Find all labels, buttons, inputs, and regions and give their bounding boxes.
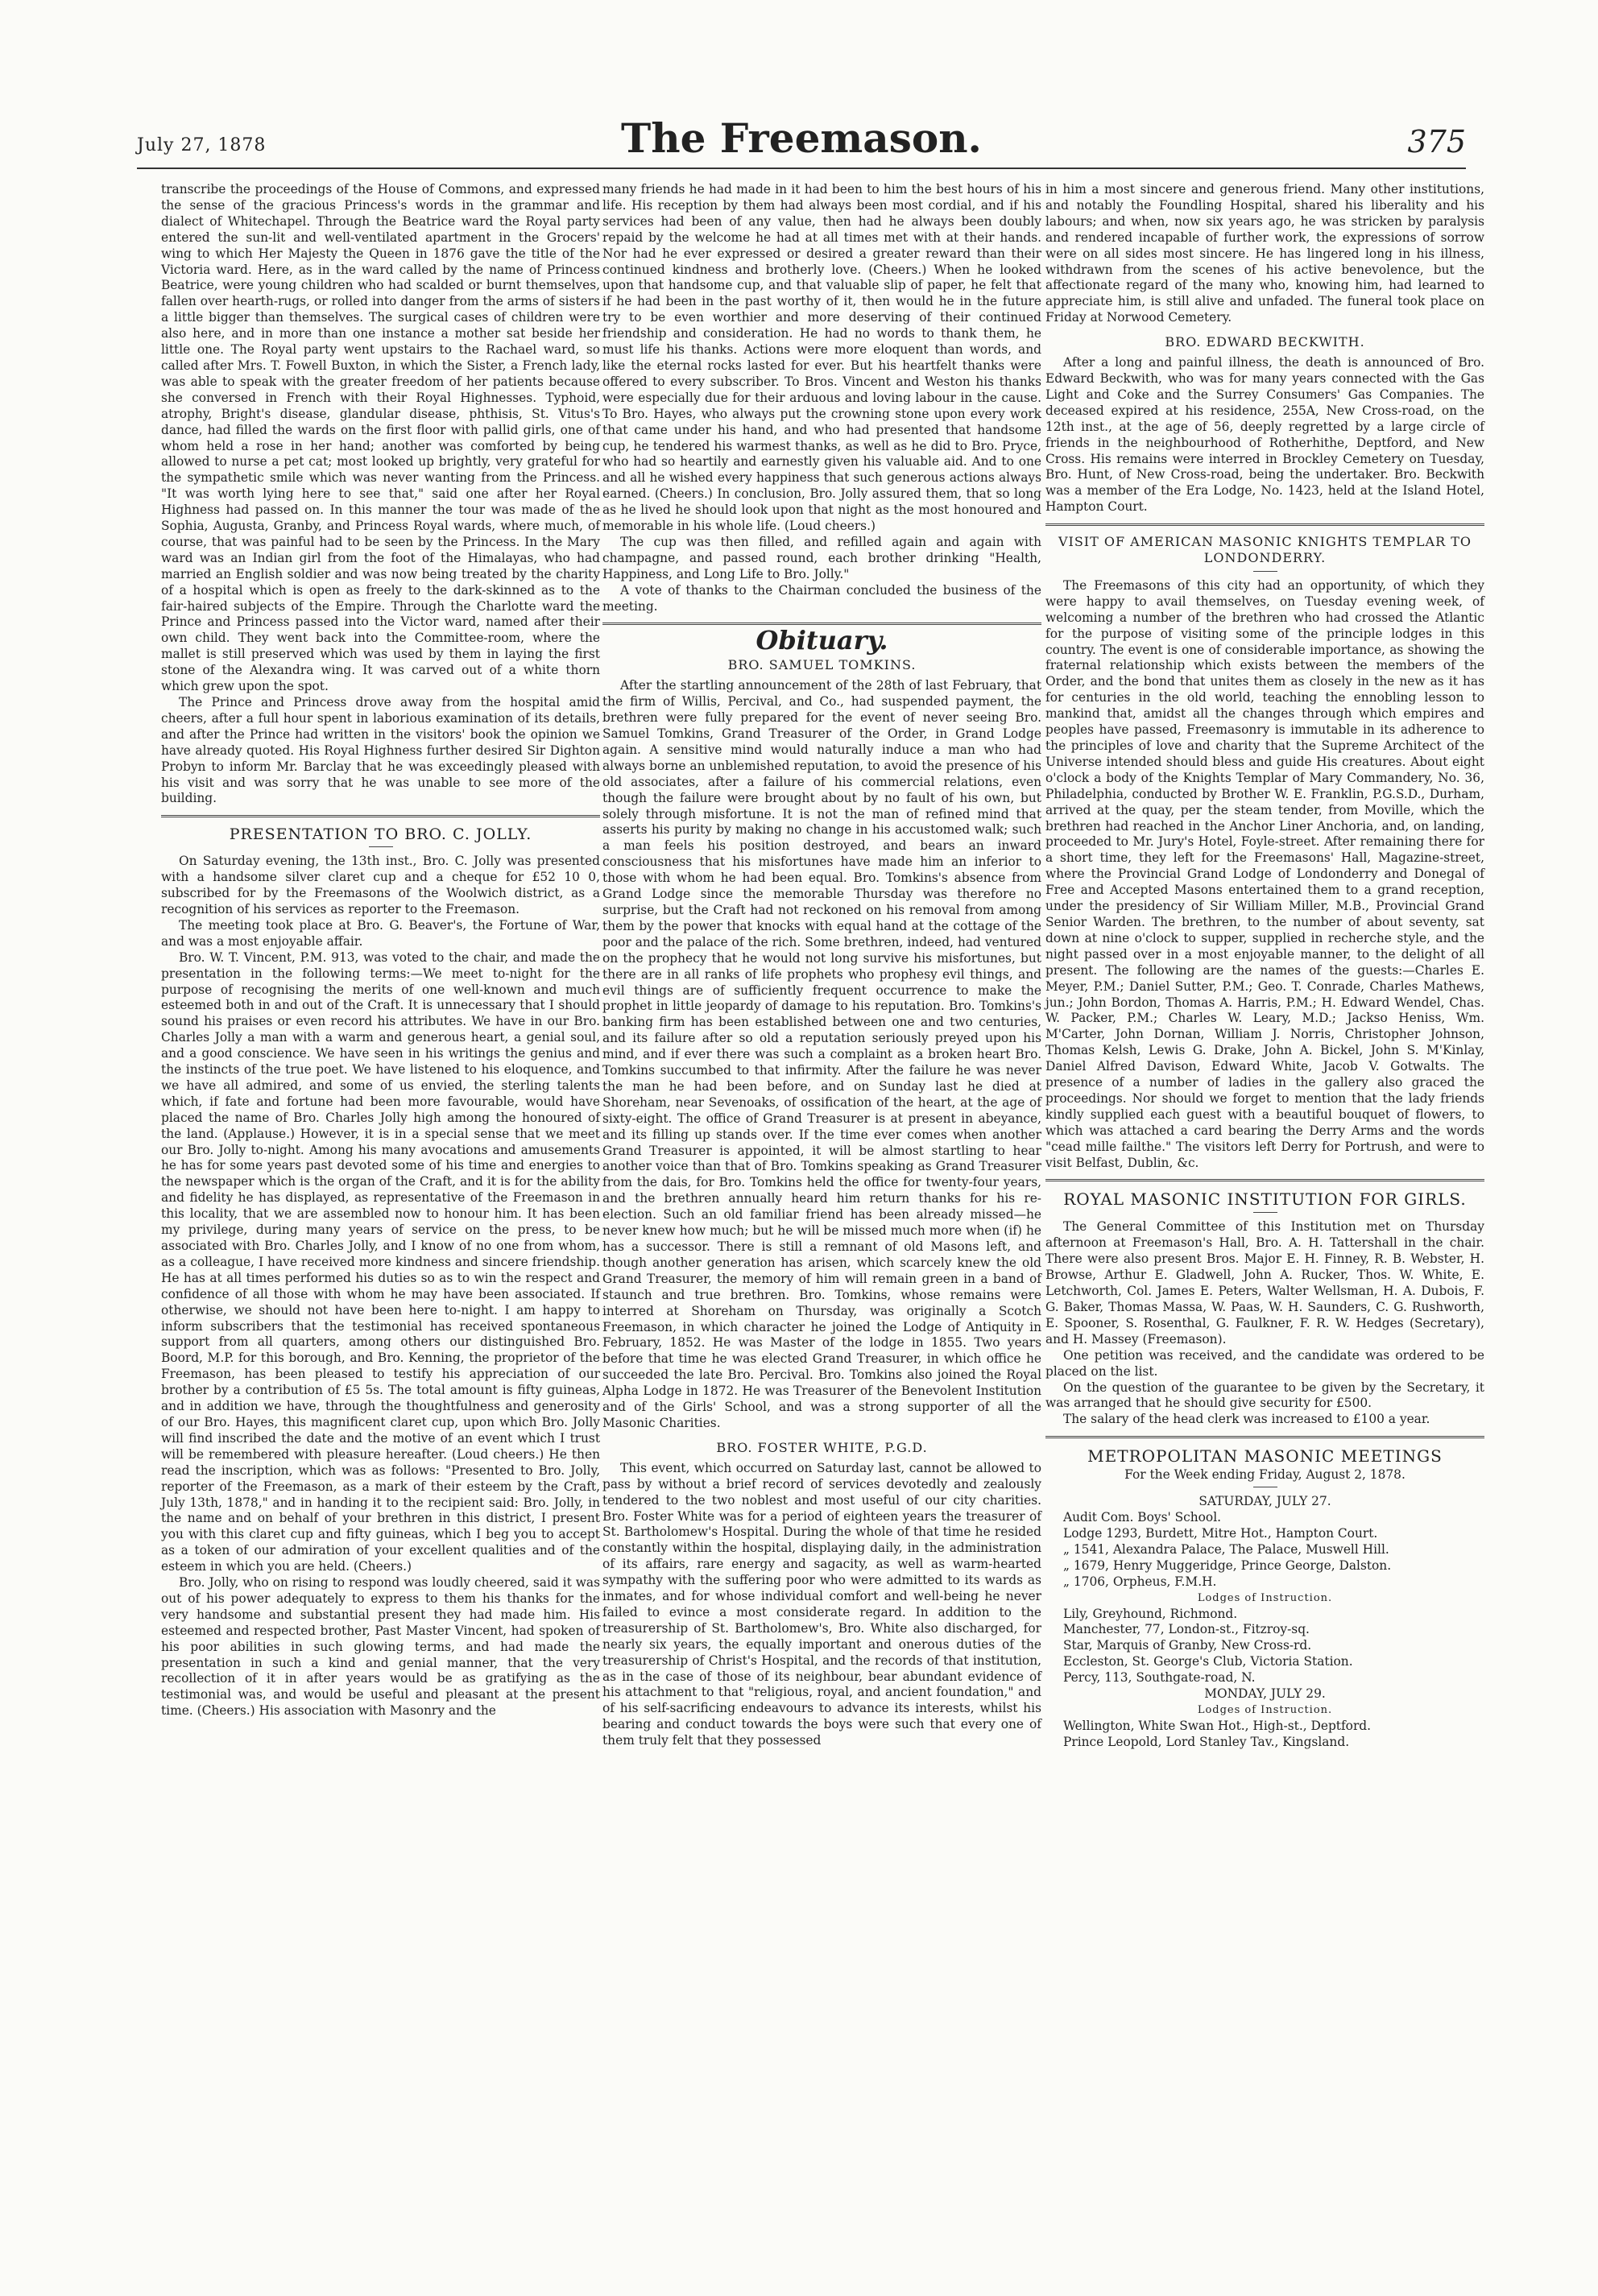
column-1 [161, 182, 600, 1719]
article-paragraph: One petition was received, and the candidate was ordered to be placed on the list. [1045, 1347, 1484, 1379]
article-paragraph: Bro. W. T. Vincent, P.M. 913, was voted to the chair, and made the presentation in the following terms:—We meet to-night for the purpose of recognising the merits of one well-known and much esteemed both in and out of the Craft. It is unnecessary that I should sound his praises or even record his attributes. We have in our Bro. Charles Jolly a man with a warm and generous heart, a genial soul, and a good conscience. We have seen in his writings the genius and the instincts of the true poet. We have listened to his eloquence, and we have all admired, and some of us envied, the sterling talents which, if fate and fortune had been more favourable, would have placed the name of Bro. Charles Jolly high among the honoured of the land. (Applause.) However, it is in a special sense that we meet our Bro. Jolly to-night. Among his many avocations and amusements he has for some years past devoted some of his time and energies to the newspaper which is the organ of the Craft, and it is for the ability and fidelity he has displayed, as representative of the Freemason in this locality, that we are assembled now to honour him. It has been my privilege, during many years of service on the press, to be associated with Bro. Charles Jolly, and I know of no one from whom, as a colleague, I have received more kindness and sincere friendship. He has at all times performed his duties so as to win the respect and confidence of all those with whom he may have been associated. If otherwise, we should not have been here to-night. I am happy to inform subscribers that the testimonial has received spontaneous support from all quarters, among others our distinguished Bro. Boord, M.P. for this borough, and Bro. Kenning, the proprietor of the Freemason, has been pleased to testify his appreciation of our brother by a contribution of £5 5s. The total amount is fifty guineas, and in addition we have, through the thoughtfulness and generosity of our Bro. Hayes, this magnificent claret cup, upon which Bro. Jolly will find inscribed the date and the motive of an event which I trust will be remembered with pleasure hereafter. (Loud cheers.) He then read the inscription, which was as follows: "Presented to Bro. Jolly, reporter of the Freemason, as a mark of their esteem by the Craft, July 13th, 1878," and in handing it to the recipient said: Bro. Jolly, in the name and on behalf of your brethren in this district, I present you with this claret cup and fifty guineas, which I beg you to accept as a token of our admiration of your excellent qualities and of the esteem in which you are held. (Cheers.) [161, 949, 600, 1574]
newspaper-title: The Freemason. [621, 114, 982, 162]
meeting-line: Star, Marquis of Granby, New Cross-rd. [1063, 1638, 1312, 1653]
article-paragraph: The cup was then filled, and refilled again and again with champagne, and passed round, each brother drinking "Health, Happiness, and Long Life to Bro. Jolly." [602, 534, 1041, 581]
meeting-line: Wellington, White Swan Hot., High-st., Deptford. [1063, 1718, 1372, 1733]
article-paragraph: On Saturday evening, the 13th inst., Bro. C. Jolly was presented with a handsome silver claret cup and a cheque for £52 10 0, subscribed for by the Freemasons of the Woolwich district, as a recognition of his services as reporter to the Freemason. [161, 854, 600, 916]
section-divider [161, 815, 600, 817]
article-paragraph: The General Committee of this Institution met on Thursday afternoon at Freemason's Hall, Bro. A. H. Tattershall in the chair. There were also present Bros. Major E. H. Finney, R. B. Webster, H. Browse, Arthur E. Gladwell, John A. Rucker, Thos. W. White, E. Letchworth, Col. James E. Peters, Walter Wellsman, H. A. Dubois, F. G. Baker, Thomas Massa, W. Paas, W. H. Saunders, C. G. Rushworth, E. Spooner, S. Rosenthal, G. Faulkner, F. R. W. Hedges (Secretary), and H. Massey (Freemason). [1045, 1219, 1484, 1347]
article-paragraph: Bro. Jolly, who on rising to respond was loudly cheered, said it was out of his power adequately to express to them his thanks for the very handsome and substantial present they had made him. His esteemed and respected brother, Past Master Vincent, had spoken of his poor abilities in such glowing terms, and had made the presentation in such a kind and genial manner, that the very recollection of it in after years would be as gratifying as the testimonial was, and would be useful and pleasant at the present time. (Cheers.) His association with Masonry and the [161, 1575, 600, 1719]
obituary-subheading: BRO. SAMUEL TOMKINS. [727, 657, 917, 673]
article-paragraph: The meeting took place at Bro. G. Beaver's, the Fortune of War, and was a most enjoyable affair. [161, 917, 600, 949]
meeting-line: Percy, 113, Southgate-road, N. [1063, 1670, 1256, 1686]
article-paragraph: in him a most sincere and generous friend. Many other institutions, and notably the Foundling Hospital, shared his liberality and his labours; and when, now six years ago, he was stricken by paralysis and rendered incapable of further work, the expressions of sorrow were on all sides most sincere. He has lingered long in his illness, withdrawn from the scenes of his active benevolence, but the affectionate regard of the many who, knowing him, had learned to appreciate him, is still alive and unfaded. The funeral took place on Friday at Norwood Cemetery. [1045, 182, 1484, 325]
section-subheading: For the Week ending Friday, August 2, 1878. [1124, 1467, 1405, 1483]
article-paragraph: After a long and painful illness, the death is announced of Bro. Edward Beckwith, who was for many years connected with the Gas Light and Coke and the Surrey Consumers' Gas Companies. The deceased expired at his residence, 255A, New Cross-road, on the 12th inst., at the age of 56, deeply regretted by a large circle of friends in the neighbourhood of Rotherhithe, Deptford, and New Cross. His remains were interred in Brockley Cemetery on Tuesday, Bro. Hunt, of New Cross-road, being the undertaker. Bro. Beckwith was a member of the Era Lodge, No. 1423, held at the Island Hotel, Hampton Court. [1045, 355, 1484, 515]
section-heading: ROYAL MASONIC INSTITUTION FOR GIRLS. [1063, 1189, 1467, 1210]
masthead [137, 114, 1466, 163]
article-paragraph: The salary of the head clerk was increased to £100 a year. [1063, 1412, 1430, 1427]
article-paragraph: After the startling announcement of the 28th of last February, that the firm of Willis, Percival, and Co., had suspended payment, the brethren were fully prepared for the event of never seeing Bro. Samuel Tomkins, Grand Treasurer of the Order, in Grand Lodge again. A sensitive mind would naturally induce a man who had always borne an unblemished reputation, to avoid the presence of his old associates, after a failure of his commercial relations, even though the failure were brought about by no fault of his own, but solely through misfortune. It is not the man of refined mind that asserts his purity by making no change in his accustomed walk; such a man feels his position destroyed, and bears an inward consciousness that his misfortunes have made him an inferior to those with whom he had been equal. Bro. Tomkins's absence from Grand Lodge since the memorable Thursday was therefore no surprise, but the Craft had not reckoned on his removal from among them by the power that knocks with equal hand at the cottage of the poor and the palace of the rich. Some brethren, indeed, had ventured on the prophecy that he would not long survive his misfortunes, but there are in all ranks of life prophets who prophesy evil things, and evil things are of sufficiently frequent occurrence to make the prophet in little jeopardy of damage to his reputation. Bro. Tomkins's banking firm has been established between one and two centuries, and its failure after so old a reputation seriously preyed upon his mind, and if ever there was such a complaint as a broken heart Bro. Tomkins succumbed to that infirmity. After the failure he was never the man he had been before, and on Sunday last he died at Shoreham, near Sevenoaks, of ossification of the heart, at the age of sixty-eight. The office of Grand Treasurer is at present in abeyance, and its filling up stands over. If the time ever comes when another Grand Treasurer is appointed, it will be almost startling to hear another voice than that of Bro. Tomkins speaking as Grand Treasurer from the dais, for Bro. Tomkins held the office for twenty-four years, and the brethren annually heard him return thanks for his re-election. Such an old familiar friend has been already missed—he never knew how much; but he will be missed much more when (if) he has a successor. There is still a remnant of old Masons left, and though another generation has arisen, which scarcely knew the old Grand Treasurer, the memory of him will remain green in a band of staunch and true brethren. Bro. Tomkins, whose remains were interred at Shoreham on Thursday, was originally a Scotch Freemason, in which character he joined the Lodge of Antiquity in February, 1852. He was Master of the lodge in 1855. Two years before that time he was elected Grand Treasurer, in which office he succeeded the late Bro. Percival. Bro. Tomkins also joined the Royal Alpha Lodge in 1872. He was Treasurer of the Benevolent Institution and of the Girls' School, and was a strong supporter of all the Masonic Charities. [602, 678, 1041, 1430]
meeting-day: MONDAY, JULY 29. [1204, 1686, 1326, 1702]
heading-rule [1253, 1212, 1277, 1213]
lodges-of-instruction-label: Lodges of Instruction. [1197, 1703, 1333, 1716]
article-paragraph: On the question of the guarantee to be given by the Secretary, it was arranged that he should give security for £500. [1045, 1380, 1484, 1411]
meeting-line: „ 1541, Alexandra Palace, The Palace, Muswell Hill. [1063, 1541, 1389, 1557]
issue-date: July 27, 1878 [137, 135, 267, 155]
obituary-heading: Obituary. [756, 625, 888, 656]
meeting-day: SATURDAY, JULY 27. [1198, 1494, 1331, 1509]
meeting-line: Audit Com. Boys' School. [1063, 1510, 1222, 1525]
masthead-rule [137, 168, 1466, 169]
meeting-line: Manchester, 77, London-st., Fitzroy-sq. [1063, 1622, 1310, 1637]
meeting-line: Lily, Greyhound, Richmond. [1063, 1606, 1238, 1621]
meeting-line: Eccleston, St. George's Club, Victoria Station. [1063, 1654, 1353, 1669]
section-heading: METROPOLITAN MASONIC MEETINGS [1087, 1446, 1443, 1467]
meeting-line: „ 1679, Henry Muggeridge, Prince George, Dalston. [1063, 1558, 1392, 1573]
article-paragraph: A vote of thanks to the Chairman concluded the business of the meeting. [602, 582, 1041, 614]
page-number: 375 [1407, 124, 1466, 159]
heading-rule [1253, 571, 1277, 572]
section-divider [1045, 523, 1484, 526]
article-paragraph: This event, which occurred on Saturday last, cannot be allowed to pass by without a brief record of services devotedly and zealously tendered to the two noblest and most useful of our city charities. Bro. Foster White was for a period of eighteen years the treasurer of St. Bartholomew's Hospital. During the whole of that time he resided constantly within the hospital, displaying daily, in the administration of its affairs, rare energy and sagacity, as well as warm-hearted sympathy with the suffering poor who were admitted to its wards as inmates, and for whose individual comfort and well-being he never failed to evince a most considerate regard. In addition to the treasurership of St. Bartholomew's, Bro. White also discharged, for nearly six years, the equally important and onerous duties of the treasurership of Christ's Hospital, and the records of that institution, as in the case of those of its neighbour, bear abundant evidence of his attachment to that "religious, royal, and ancient foundation," and of his self-sacrificing endeavours to advance its interests, whilst his bearing and conduct towards the boys were such that every one of them truly felt that they possessed [602, 1460, 1041, 1748]
column-3 [1045, 182, 1484, 1751]
section-heading: PRESENTATION TO BRO. C. JOLLY. [229, 825, 532, 844]
obituary-subheading: BRO. FOSTER WHITE, P.G.D. [716, 1439, 928, 1455]
meeting-line: Lodge 1293, Burdett, Mitre Hot., Hampton Court. [1063, 1525, 1378, 1541]
article-paragraph: many friends he had made in it had been to him the best hours of his life. His reception by them had always been most cordial, and if his services had been of any value, then had he always been doubly repaid by the welcome he had at all times met with at their hands. Nor had he ever expressed or desired a greater reward than their continued kindness and brotherly love. (Cheers.) When he looked upon that handsome cup, and that valuable slip of paper, he felt that if he had been in the past worthy of it, then would he in the future try to be even worthier and more deserving of their continued friendship and consideration. He had no words to thank them, he must life his thanks. Actions were more eloquent than words, and like the eternal rocks lasted for ever. But his heartfelt thanks were offered to every subscriber. To Bros. Vincent and Weston his thanks were especially due for their arduous and loving labour in the cause. To Bro. Hayes, who always put the crowning stone upon every work that came under his hand, and who had presented that handsome cup, he tendered his warmest thanks, as well as he did to Bro. Pryce, who had so heartily and earnestly given his valuable aid. And to one and all he wished every happiness that such generous actions always earned. (Cheers.) In conclusion, Bro. Jolly assured them, that so long as he lived he should look upon that night as the most honoured and memorable in his whole life. (Loud cheers.) [602, 182, 1041, 534]
heading-rule [369, 846, 393, 847]
meeting-line: Prince Leopold, Lord Stanley Tav., Kingsland. [1063, 1734, 1350, 1749]
article-paragraph: transcribe the proceedings of the House of Commons, and expressed the sense of the gracious Princess's words in the grammar and dialect of Whitechapel. Through the Beatrice ward the Royal party entered the sun-lit and well-ventilated apartment in the Grocers' wing to which Her Majesty the Queen in 1876 gave the title of the Victoria ward. Here, as in the ward called by the name of Princess Beatrice, were young children who had scalded or burnt themselves, fallen over hearth-rugs, or rolled into danger from the arms of sisters a little bigger than themselves. The surgical cases of children were also here, and in more than one instance a mother sat beside her little one. The Royal party went upstairs to the Rachael ward, so called after Mrs. T. Fowell Buxton, in which the Sister, a French lady, was able to speak with the greater freedom of her patients because she conversed in French with their Royal Highnesses. Typhoid, atrophy, Bright's disease, glandular disease, phthisis, St. Vitus's dance, had filled the wards on the first floor with pallid girls, one of whom held a rose in her hand; another was comforted by being allowed to nurse a pet cat; most looked up brightly, very grateful for the sympathetic smile which was never wanting from the Princess. "It was worth lying here to see that," said one after her Royal Highness had passed on. In this manner the tour was made of the Sophia, Augusta, Granby, and Princess Royal wards, where much, of course, that was painful had to be seen by the Princess. In the Mary ward was an Indian girl from the foot of the Himalayas, who had married an English soldier and was now being treated by the charity of a hospital which is open as freely to the dark-skinned as to the fair-haired subjects of the Empire. Through the Charlotte ward the Prince and Princess passed into the Victor ward, named after their own child. They went back into the Committee-room, where the mallet is still preserved which was used by them in laying the first stone of the Alexandra wing. It was carved out of a white thorn which grew upon the spot. [161, 182, 600, 694]
column-2 [602, 182, 1041, 1749]
article-paragraph: The Prince and Princess drove away from the hospital amid cheers, after a full hour spent in laborious examination of its details, and after the Prince had written in the visitors' book the opinion we have already quoted. His Royal Highness further desired Sir Dighton Probyn to inform Mr. Barclay that he was exceedingly pleased with his visit and was sorry that he was unable to see more of the building. [161, 695, 600, 806]
section-divider [1045, 1179, 1484, 1181]
lodges-of-instruction-label: Lodges of Instruction. [1197, 1591, 1333, 1604]
section-divider [1045, 1436, 1484, 1438]
meeting-line: „ 1706, Orpheus, F.M.H. [1063, 1574, 1217, 1589]
article-paragraph: The Freemasons of this city had an opportunity, of which they were happy to avail themselves, on Tuesday evening week, of welcoming a number of the brethren who had crossed the Atlantic for the purpose of visiting some of the principle lodges in this country. The event is one of considerable importance, as showing the fraternal relationship which exists between the members of the Order, and the bond that unites them as closely in the new as it has for centuries in the old world, teaching the ennobling lesson to mankind that, amidst all the changes through which empires and peoples have passed, Freemasonry is immutable in its adherence to the principles of love and charity that the Supreme Architect of the Universe intended should bless and guide His creatures. About eight o'clock a body of the Knights Templar of Mary Commandery, No. 36, Philadelphia, conducted by Brother W. E. Franklin, P.G.S.D., Durham, arrived at the quay, per the steam tender, from Moville, which the brethren had reached in the Anchor Liner Anchoria, and, on landing, proceeded to Mr. Jury's Hotel, Foyle-street. After remaining there for a short time, they left for the Freemasons' Hall, Magazine-street, where the Provincial Grand Lodge of Londonderry and Donegal of Free and Accepted Masons entertained them to a grand reception, under the presidency of Sir William Miller, M.B., Provincial Grand Senior Warden. The brethren, to the number of about seventy, sat down at nine o'clock to supper, supplied in recherche style, and the night passed over in a most enjoyable manner, to the delight of all present. The following are the names of the guests:—Charles E. Meyer, P.M.; Daniel Sutter, P.M.; Geo. T. Conrade, Charles Mathews, jun.; John Bordon, Thomas A. Harris, P.M.; H. Edward Wendel, Chas. W. Packer, P.M.; Charles W. Leary, M.D.; Jackso Heniss, Wm. M'Carter, John Dornan, William J. Norris, Christopher Johnson, Thomas Kelsh, Lewis G. Drake, John A. Bickel, John S. M'Kinlay, Daniel Alfred Davison, Edward White, Jacob V. Gotwalts. The presence of a number of ladies in the gallery also graced the proceedings. Nor should we forget to mention that the lady friends kindly supplied each guest with a beautiful bouquet of flowers, to which was attached a card bearing the Derry Arms and the words "cead mille failthe." The visitors left Derry for Portrush, and were to visit Belfast, Dublin, &c. [1045, 577, 1484, 1170]
section-heading: VISIT OF AMERICAN MASONIC KNIGHTS TEMPLAR TO LONDONDERRY. [1058, 534, 1472, 566]
obituary-subheading: BRO. EDWARD BECKWITH. [1165, 334, 1365, 350]
